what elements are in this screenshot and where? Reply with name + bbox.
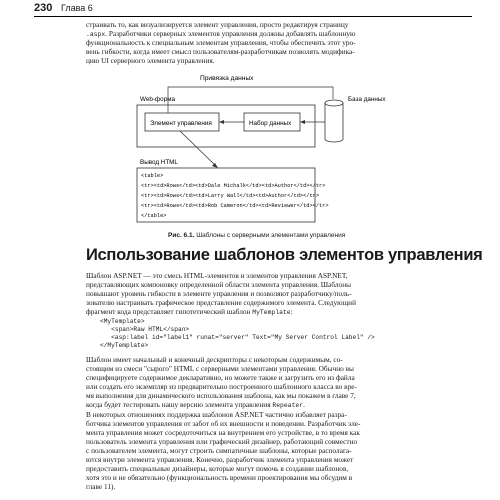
- figure-caption: [168, 232, 345, 239]
- page-number: 230: [34, 2, 53, 14]
- text-run: .: [303, 400, 305, 409]
- text-line: повышают уровень гибкости в элементе управления и позволяют разработчику/поль-: [86, 289, 352, 298]
- text-line: вень гибкости, когда имеет смысл пользователям-разработчикам позволять модифика-: [86, 47, 355, 56]
- text-line: цию UI серверного элемента управления.: [86, 56, 215, 65]
- text-line: ются внутри элемента управления. Конечно, разработчик элемента управления может: [86, 455, 354, 464]
- text-run: фрагмент кода представляет гипотетический шаблон: [86, 307, 251, 316]
- caption-label: Рис. 6.1.: [168, 232, 195, 239]
- text-line: Шаблон ASP.NET — это смесь HTML-элементов и элементов управления ASP.NET,: [86, 271, 348, 280]
- inline-code: Repeater: [272, 402, 304, 409]
- text-line: специфицируете содержимое декларативно, но можете также и загрузить его из файла: [86, 373, 355, 382]
- text-line: функциональность к специальным элементам управления, чтобы обеспечить этот уро-: [86, 38, 356, 47]
- html-line: <table>: [141, 173, 164, 179]
- html-line: </table>: [141, 213, 167, 219]
- text-line: хотя это и не обязательно (функциональность времени проектирования мы обсудим в: [86, 473, 353, 482]
- section-heading: Использование шаблонов элементов управления: [86, 246, 483, 264]
- control-box-label: Элемент управления: [150, 120, 212, 127]
- text-line: страивать то, как визуализируется элемент управления, просто редактируя страницу: [86, 20, 349, 29]
- code-line: <asp:label id="label1" runat="server" Text="My Server Control Label" />: [100, 334, 375, 341]
- text-line: [86, 400, 472, 410]
- arrowhead: [219, 120, 224, 124]
- text-line: главе 11).: [86, 482, 116, 491]
- arrow-to-output: [180, 131, 216, 166]
- html-output-code: [141, 173, 329, 219]
- html-line: <tr><td>Rows</td><td>Dale Michalk</td><td>Author</td></tr>: [141, 183, 326, 189]
- text-line: Шаблон имеет начальный и конечный дескрипторы с некоторым содержимым, со-: [86, 355, 343, 364]
- data-binding-connector: [168, 87, 333, 116]
- text-line: предоставить специальные дизайнеры, которые могут помочь в создании шаблонов,: [86, 464, 349, 473]
- text-line: стоящим из смеси "сырого" HTML с серверными элементами управления. Обычно вы: [86, 364, 354, 373]
- arrowhead: [300, 120, 305, 124]
- database-label: База данных: [348, 96, 386, 103]
- database-cylinder-icon: [325, 100, 343, 142]
- html-output-label: Вывод HTML: [140, 159, 178, 166]
- code-line: <MyTemplate>: [100, 318, 145, 325]
- text-line: пользователь элемента управления или графический дизайнер, работающий совместно: [86, 437, 358, 446]
- text-run: когда будет тестировать нашу версию элемента управления: [86, 400, 271, 409]
- chapter-label: Глава 6: [61, 3, 93, 13]
- text-run: . Разработчики серверных элементов управления должны добавлять шаблонную: [105, 29, 356, 38]
- text-line: мента управления может сосредоточиться на внутреннем его устройстве, в то время как: [86, 428, 360, 437]
- data-binding-label: Привязка данных: [200, 75, 254, 82]
- caption-text: Шаблоны с серверными элементами управления: [196, 232, 346, 239]
- html-line: <tr><td>Rows</td><td>Larry Wall</td><td>Author</td></tr>: [141, 193, 320, 199]
- text-line: зователю настраивать графическое представление содержимого элемента. Следующий: [86, 298, 356, 307]
- dataset-box-label: Набор данных: [249, 120, 292, 127]
- inline-code: MyTemplate: [252, 309, 291, 316]
- text-run: :: [290, 307, 293, 316]
- html-line: <tr><td>Rows</td><td>Rob Cameron</td><td>Reviewer</td></tr>: [141, 203, 329, 209]
- text-line: [86, 307, 472, 317]
- text-line: или создать его экземпляр из предварительно построенного шаблонного класса во вре-: [86, 382, 357, 391]
- text-line: В некоторых отношениях поддержка шаблонов ASP.NET частично избавляет разра-: [86, 410, 347, 419]
- text-line: представляющих компоновку определенной области элемента управления. Шаблоны: [86, 280, 351, 289]
- text-line: мя выполнения для динамического использования шаблона, как мы покажем в главе 7,: [86, 391, 356, 400]
- text-line: ботчика элементов управления от забот об их внешности и поведении. Разработчик эле-: [86, 419, 361, 428]
- code-line: <span>Raw HTML</span>: [100, 326, 190, 333]
- figure-6-1: [0, 0, 500, 245]
- webform-label: Web-форма: [140, 96, 175, 103]
- inline-code: .aspx: [86, 31, 106, 38]
- arrowhead: [212, 163, 218, 168]
- text-line: с пользователем элемента, могут строить симпатичные шаблоны, которые располага-: [86, 446, 352, 455]
- code-line: </MyTemplate>: [100, 342, 149, 349]
